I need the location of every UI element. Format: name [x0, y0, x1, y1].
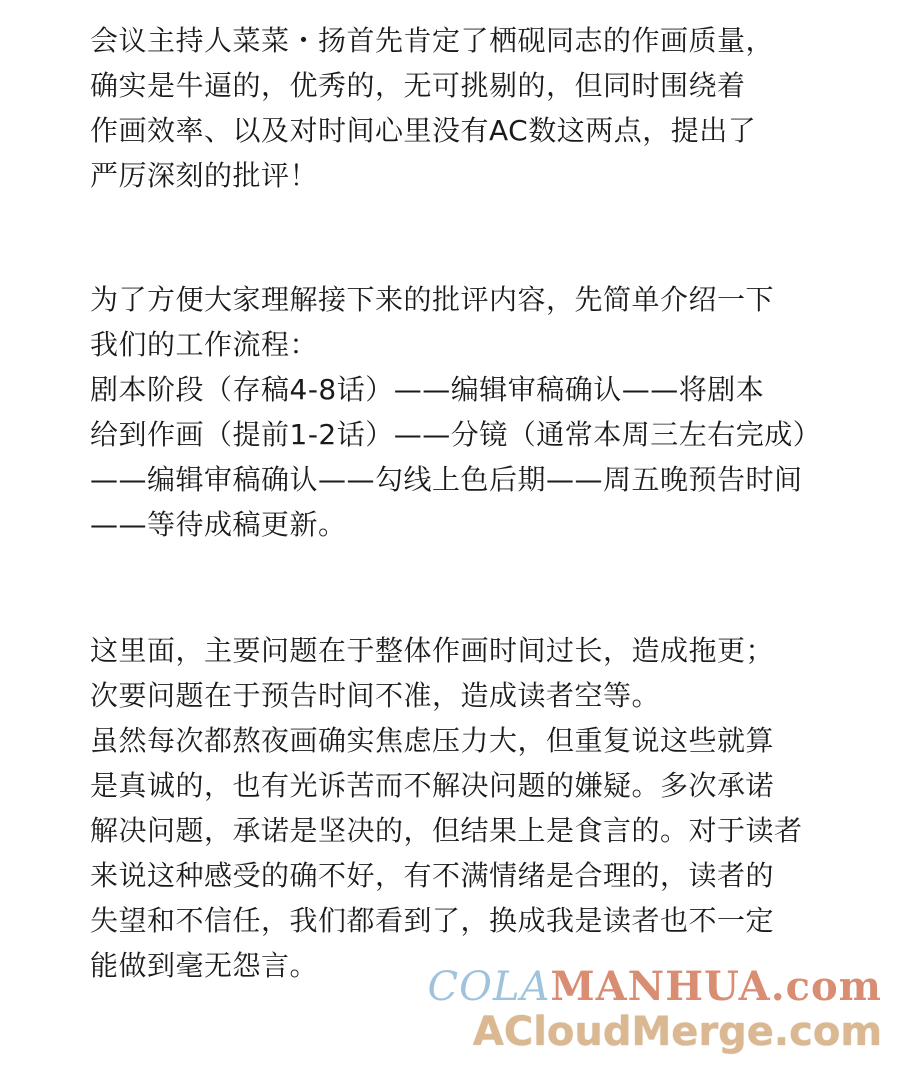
paragraph-2: [90, 277, 850, 547]
text-line: 能做到毫无怨言。: [90, 949, 319, 982]
text-line: 是真诚的，也有光诉苦而不解决问题的嫌疑。多次承诺: [90, 769, 775, 802]
text-line: ——编辑审稿确认——勾线上色后期——周五晚预告时间: [90, 463, 803, 496]
paragraph-3: [90, 628, 850, 988]
text-line: 确实是牛逼的，优秀的，无可挑剔的，但同时围绕着: [90, 69, 746, 102]
text-line: ——等待成稿更新。: [90, 508, 347, 541]
watermark-cola-text: COLA: [427, 964, 551, 1010]
watermark-line-2: ACloudMerge.com: [472, 1009, 882, 1055]
text-line: 严厉深刻的批评！: [90, 159, 319, 192]
text-line: 虽然每次都熬夜画确实焦虑压力大，但重复说这些就算: [90, 724, 775, 757]
text-line: 为了方便大家理解接下来的批评内容，先简单介绍一下: [90, 283, 775, 316]
text-line: 我们的工作流程：: [90, 328, 319, 361]
paragraph-1: [90, 18, 850, 198]
text-line: 解决问题，承诺是坚决的，但结果上是食言的。对于读者: [90, 814, 803, 847]
text-line: 作画效率、以及对时间心里没有AC数这两点，提出了: [90, 114, 757, 147]
text-line: 会议主持人菜菜・扬首先肯定了栖砚同志的作画质量，: [90, 24, 775, 57]
text-line: 给到作画（提前1-2话）——分镜（通常本周三左右完成）: [90, 418, 822, 451]
text-line: 来说这种感受的确不好，有不满情绪是合理的，读者的: [90, 859, 775, 892]
text-line: 失望和不信任，我们都看到了，换成我是读者也不一定: [90, 904, 775, 937]
watermark-manhua-text: MANHUA.com: [550, 963, 882, 1010]
text-line: 次要问题在于预告时间不准，造成读者空等。: [90, 679, 661, 712]
text-line: 剧本阶段（存稿4-8话）——编辑审稿确认——将剧本: [90, 373, 765, 406]
text-line: 这里面，主要问题在于整体作画时间过长，造成拖更；: [90, 634, 775, 667]
